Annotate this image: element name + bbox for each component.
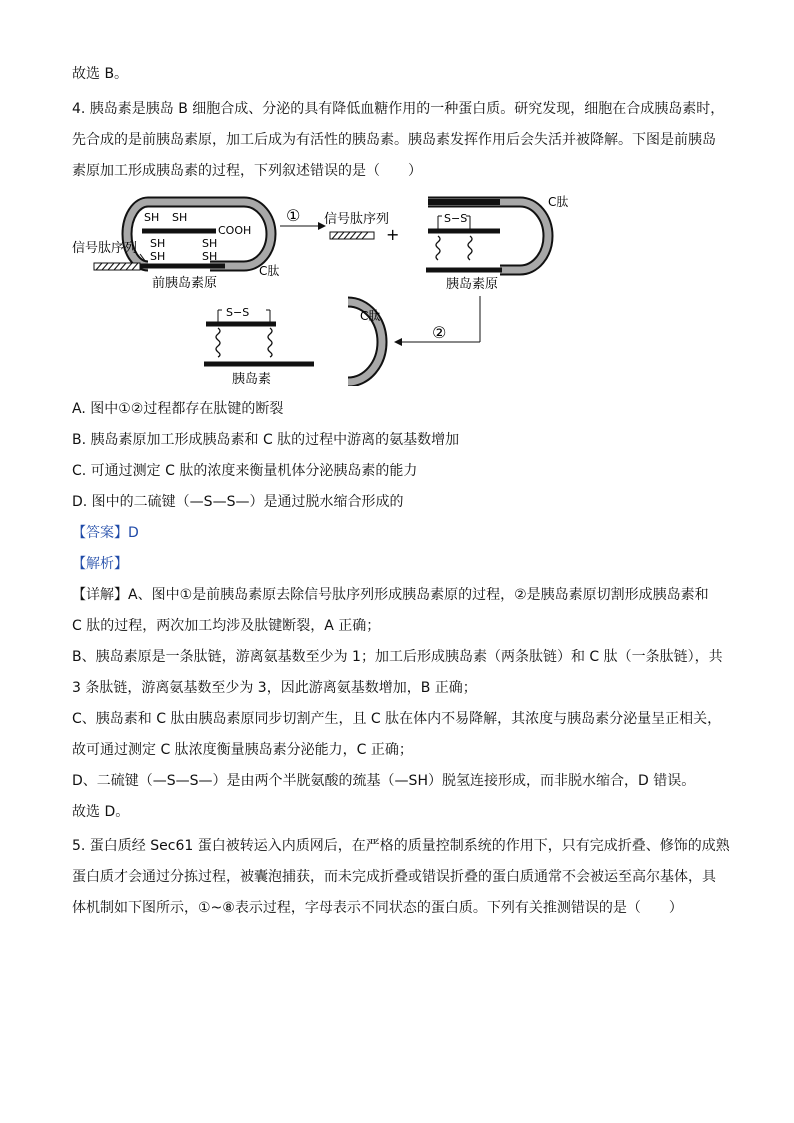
explanation-b: 3 条肽链，游离氨基数至少为 3，因此游离氨基数增加，B 正确； [72,680,477,696]
signal-peptide-label: 信号肽序列 [324,212,390,227]
option-d: D. 图中的二硫键（—S—S—）是通过脱水缩合形成的 [72,494,404,510]
analysis-heading: 【解析】 [72,556,128,572]
explanation-a: 【详解】A、图中①是前胰岛素原去除信号肽序列形成胰岛素原的过程，②是胰岛素原切割形成胰岛素和 [72,587,709,603]
option-a: A. 图中①②过程都存在肽键的断裂 [72,401,284,417]
cooh-label: COOH [218,224,252,237]
signal-peptide-label: 信号肽序列 [72,241,138,256]
question-5-stem: 体机制如下图所示，①~⑧表示过程，字母表示不同状态的蛋白质。下列有关推测错误的是（ ） [72,900,683,916]
disulfide-link [268,328,272,357]
question-4-stem: 素原加工形成胰岛素的过程，下列叙述错误的是（ ） [72,163,422,179]
c-peptide-label: C肽 [548,195,569,209]
proinsulin-processing-diagram [60,186,620,386]
option-b: B. 胰岛素原加工形成胰岛素和 C 肽的过程中游离的氨基数增加 [72,432,460,448]
c-peptide-label: C肽 [259,264,280,278]
sh-label: SH [202,237,218,250]
disulfide-label: S−S [444,212,468,225]
previous-answer-line: 故选 B。 [72,66,129,82]
plus-sign: + [386,225,400,244]
final-choice: 故选 D。 [72,804,130,820]
disulfide-label: S−S [226,306,250,319]
sh-label: SH [150,250,166,263]
question-4-stem: 4. 胰岛素是胰岛 B 细胞合成、分泌的具有降低血糖作用的一种蛋白质。研究发现，细胞在合成胰岛素时， [72,101,725,117]
step-1-marker: ① [286,206,301,225]
explanation-c: C、胰岛素和 C 肽由胰岛素原同步切割产生，且 C 肽在体内不易降解，其浓度与胰岛素分泌量呈正相关， [72,711,722,727]
question-5-stem: 5. 蛋白质经 Sec61 蛋白被转运入内质网后，在严格的质量控制系统的作用下，只有完成折叠、修饰的成熟 [72,838,730,854]
disulfide-link [436,236,440,260]
proinsulin-label: 胰岛素原 [446,277,499,292]
c-peptide-label: C肽 [360,309,381,323]
step-2-marker: ② [432,323,447,342]
explanation-b: B、胰岛素原是一条肽链，游离氨基数至少为 1；加工后形成胰岛素（两条肽链）和 C 肽（一条肽链），共 [72,649,723,665]
disulfide-link [216,328,220,357]
question-5-stem: 蛋白质才会通过分拣过程，被囊泡捕获，而未完成折叠或错误折叠的蛋白质通常不会被运至高尔基体，具 [72,869,716,885]
option-c: C. 可通过测定 C 肽的浓度来衡量机体分泌胰岛素的能力 [72,463,418,479]
sh-label: SH [172,211,188,224]
question-4-stem: 先合成的是前胰岛素原，加工后成为有活性的胰岛素。胰岛素发挥作用后会失活并被降解。下图是前胰岛 [72,132,716,148]
insulin-label: 胰岛素 [232,372,272,386]
sh-label: SH [144,211,160,224]
explanation-d: D、二硫键（—S—S—）是由两个半胱氨酸的巯基（—SH）脱氢连接形成，而非脱水缩合，D 错误。 [72,773,696,789]
explanation-c: 故可通过测定 C 肽浓度衡量胰岛素分泌能力，C 正确； [72,742,413,758]
explanation-a: C 肽的过程，两次加工均涉及肽键断裂，A 正确； [72,618,381,634]
answer-line: 【答案】D [72,525,139,541]
preproinsulin-label: 前胰岛素原 [152,276,218,291]
disulfide-link [468,236,472,260]
sh-label: SH [150,237,166,250]
sh-label: SH [202,250,218,263]
